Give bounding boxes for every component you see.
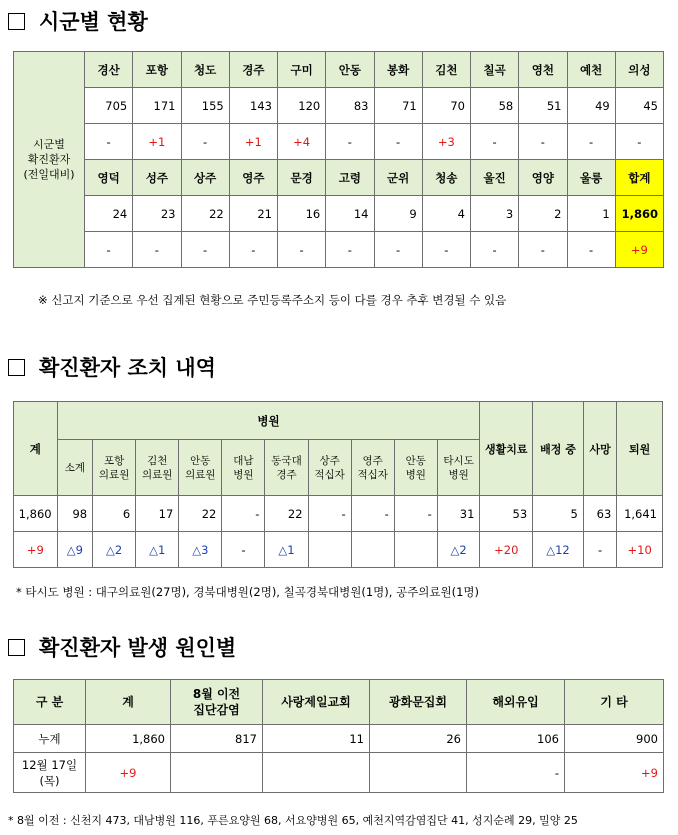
change-cell: - xyxy=(471,232,519,268)
count-cell: 49 xyxy=(567,88,615,124)
change-cell: - xyxy=(133,232,181,268)
count-cell: 4 xyxy=(422,196,470,232)
header-line: 대남 xyxy=(233,454,254,467)
count-cell: 9 xyxy=(374,196,422,232)
change-cell: △1 xyxy=(265,532,308,568)
change-cell: - xyxy=(181,232,229,268)
count-cell: - xyxy=(394,496,437,532)
change-cell: - xyxy=(467,753,565,793)
hospital-col-header xyxy=(222,440,265,496)
label-line: (목) xyxy=(39,773,60,788)
change-cell: +9 xyxy=(565,753,664,793)
name-cell: 성주 xyxy=(133,160,181,196)
change-cell: - xyxy=(85,124,133,160)
change-cell: +9 xyxy=(86,753,171,793)
count-cell: 171 xyxy=(133,88,181,124)
table-row xyxy=(14,725,664,753)
count-cell: 24 xyxy=(85,196,133,232)
name-cell: 영덕 xyxy=(85,160,133,196)
table-row xyxy=(14,496,663,532)
name-cell: 경주 xyxy=(229,52,277,88)
change-cell: - xyxy=(222,532,265,568)
count-cell: 1,860 xyxy=(615,196,663,232)
col-header: 배정 중 xyxy=(533,402,584,496)
count-cell: 1 xyxy=(567,196,615,232)
change-cell: - xyxy=(278,232,326,268)
count-cell: 11 xyxy=(263,725,370,753)
name-cell: 영천 xyxy=(519,52,567,88)
header-line: 병원 xyxy=(448,468,469,481)
count-cell: 17 xyxy=(136,496,179,532)
name-cell: 군위 xyxy=(374,160,422,196)
name-cell: 안동 xyxy=(326,52,374,88)
row-label: 누계 xyxy=(14,725,86,753)
cause-note: * 8월 이전 : 신천지 473, 대남병원 116, 푸른요양원 68, 서요양병원 65, 예천지역감염집단 41, 성지순례 29, 밀양 25 xyxy=(8,814,578,827)
count-cell: 106 xyxy=(467,725,565,753)
name-cell: 고령 xyxy=(326,160,374,196)
name-cell: 울릉 xyxy=(567,160,615,196)
label-line: 12월 17일 xyxy=(21,757,78,772)
header-line: 해외유입 xyxy=(492,695,539,709)
hospital-header: 병원 xyxy=(57,402,480,440)
header-line: 경주 xyxy=(276,468,297,481)
checkbox-icon xyxy=(8,13,25,30)
name-cell: 김천 xyxy=(422,52,470,88)
change-cell: +4 xyxy=(278,124,326,160)
header-line: 병원 xyxy=(233,468,254,481)
header-line: 포항 xyxy=(103,454,125,467)
count-cell: 22 xyxy=(265,496,308,532)
change-cell: △2 xyxy=(437,532,480,568)
table-row xyxy=(14,88,664,124)
col-header xyxy=(467,680,565,725)
count-cell: 705 xyxy=(85,88,133,124)
section3-title: 확진환자 발생 원인별 xyxy=(8,632,236,662)
change-cell xyxy=(263,753,370,793)
count-cell: - xyxy=(308,496,351,532)
hospital-col-header xyxy=(93,440,136,496)
change-cell: - xyxy=(85,232,133,268)
change-cell: - xyxy=(326,124,374,160)
count-cell: 23 xyxy=(133,196,181,232)
header-line: 동국대 xyxy=(271,454,302,467)
section2-title: 확진환자 조치 내역 xyxy=(8,352,216,382)
patient-action-table xyxy=(13,401,663,568)
count-cell: 83 xyxy=(326,88,374,124)
name-cell: 구미 xyxy=(278,52,326,88)
col-header xyxy=(565,680,664,725)
count-cell: 51 xyxy=(519,88,567,124)
infection-cause-table xyxy=(13,679,664,793)
count-cell: 6 xyxy=(93,496,136,532)
count-cell: 2 xyxy=(519,196,567,232)
header-line: 상주 xyxy=(319,454,340,467)
header-line: 계 xyxy=(122,695,134,709)
header-line: 안동 xyxy=(190,454,211,467)
count-cell: 143 xyxy=(229,88,277,124)
header-line: 구 분 xyxy=(35,695,64,709)
header-line: 적십자 xyxy=(357,468,388,481)
change-cell: - xyxy=(374,124,422,160)
count-cell: 120 xyxy=(278,88,326,124)
count-cell: - xyxy=(351,496,394,532)
count-cell: 70 xyxy=(422,88,470,124)
name-cell: 의성 xyxy=(615,52,663,88)
name-cell: 영주 xyxy=(229,160,277,196)
col-header xyxy=(263,680,370,725)
change-cell: △1 xyxy=(136,532,179,568)
hospital-col-header xyxy=(394,440,437,496)
name-cell: 예천 xyxy=(567,52,615,88)
table-row xyxy=(14,124,664,160)
header-line: 광화문집회 xyxy=(389,695,447,709)
table-row xyxy=(14,532,663,568)
name-cell: 포항 xyxy=(133,52,181,88)
change-cell: +10 xyxy=(617,532,663,568)
count-cell: 21 xyxy=(229,196,277,232)
change-cell xyxy=(394,532,437,568)
header-line: 김천 xyxy=(147,454,168,467)
table-row xyxy=(14,196,664,232)
change-cell: - xyxy=(567,124,615,160)
side-label-line: 시군별 xyxy=(33,138,65,151)
hospital-col-header xyxy=(351,440,394,496)
col-header xyxy=(14,680,86,725)
count-cell: 22 xyxy=(181,196,229,232)
change-cell: - xyxy=(519,232,567,268)
count-cell: - xyxy=(222,496,265,532)
change-cell: - xyxy=(326,232,374,268)
change-cell: - xyxy=(567,232,615,268)
count-cell: 3 xyxy=(471,196,519,232)
total-header: 계 xyxy=(14,402,58,496)
side-label-line: 확진환자 xyxy=(27,153,71,166)
header-line: 8월 이전 xyxy=(192,687,241,701)
header-line: 영주 xyxy=(362,454,383,467)
count-cell: 71 xyxy=(374,88,422,124)
name-cell: 합계 xyxy=(615,160,663,196)
header-line: 의료원 xyxy=(185,468,216,481)
change-cell: - xyxy=(519,124,567,160)
count-cell: 817 xyxy=(171,725,263,753)
header-line: 의료원 xyxy=(98,468,130,481)
name-cell: 울진 xyxy=(471,160,519,196)
hospital-note: * 타시도 병원 : 대구의료원(27명), 경북대병원(2명), 칠곡경북대병원(1명), 공주의료원(1명) xyxy=(16,585,480,599)
side-label-line: (전일대비) xyxy=(23,168,75,181)
header-line: 병원 xyxy=(405,468,426,481)
side-label-cell xyxy=(14,52,85,268)
count-cell: 45 xyxy=(615,88,663,124)
count-cell: 1,860 xyxy=(86,725,171,753)
change-cell: △9 xyxy=(57,532,92,568)
table-row xyxy=(14,232,664,268)
change-cell: - xyxy=(229,232,277,268)
count-cell: 98 xyxy=(57,496,92,532)
change-cell: +3 xyxy=(422,124,470,160)
checkbox-icon xyxy=(8,639,25,656)
change-cell: - xyxy=(181,124,229,160)
count-cell: 26 xyxy=(370,725,467,753)
name-cell: 봉화 xyxy=(374,52,422,88)
change-cell: - xyxy=(615,124,663,160)
name-cell: 영양 xyxy=(519,160,567,196)
change-cell: +9 xyxy=(14,532,58,568)
region-status-table xyxy=(13,51,664,268)
header-line: 적십자 xyxy=(314,468,345,481)
header-line: 기 타 xyxy=(600,695,628,709)
change-cell: +1 xyxy=(229,124,277,160)
header-line: 타시도 xyxy=(443,454,474,467)
col-header xyxy=(171,680,263,725)
count-cell: 31 xyxy=(437,496,480,532)
change-cell: +1 xyxy=(133,124,181,160)
table-row xyxy=(14,402,663,440)
change-cell: - xyxy=(471,124,519,160)
name-cell: 청송 xyxy=(422,160,470,196)
col-header: 사망 xyxy=(583,402,616,496)
change-cell: △3 xyxy=(179,532,222,568)
change-cell xyxy=(351,532,394,568)
region-note: ※ 신고지 기준으로 우선 집계된 현황으로 주민등록주소지 등이 다를 경우 추후 변경될 수 있음 xyxy=(38,293,507,307)
change-cell: △12 xyxy=(533,532,584,568)
header-line: 집단감염 xyxy=(193,703,240,717)
count-cell: 63 xyxy=(583,496,616,532)
col-header: 생활치료 xyxy=(480,402,533,496)
header-line: 의료원 xyxy=(142,468,173,481)
change-cell: △2 xyxy=(93,532,136,568)
table-row xyxy=(14,753,664,793)
change-cell: - xyxy=(422,232,470,268)
table-row xyxy=(14,680,664,725)
count-cell: 155 xyxy=(181,88,229,124)
count-cell: 900 xyxy=(565,725,664,753)
name-cell: 칠곡 xyxy=(471,52,519,88)
hospital-col-header xyxy=(179,440,222,496)
checkbox-icon xyxy=(8,359,25,376)
change-cell xyxy=(171,753,263,793)
col-header xyxy=(370,680,467,725)
row-label xyxy=(14,753,86,793)
hospital-col-header xyxy=(136,440,179,496)
table-row xyxy=(14,160,664,196)
name-cell: 문경 xyxy=(278,160,326,196)
name-cell: 경산 xyxy=(85,52,133,88)
change-cell xyxy=(370,753,467,793)
count-cell: 16 xyxy=(278,196,326,232)
name-cell: 청도 xyxy=(181,52,229,88)
count-cell: 1,860 xyxy=(14,496,58,532)
hospital-col-header xyxy=(308,440,351,496)
count-cell: 14 xyxy=(326,196,374,232)
count-cell: 58 xyxy=(471,88,519,124)
count-cell: 5 xyxy=(533,496,584,532)
col-header: 퇴원 xyxy=(617,402,663,496)
hospital-col-header xyxy=(265,440,308,496)
change-cell: - xyxy=(374,232,422,268)
header-line: 사랑제일교회 xyxy=(281,695,351,709)
count-cell: 22 xyxy=(179,496,222,532)
header-line: 소계 xyxy=(64,461,85,474)
hospital-col-header xyxy=(437,440,480,496)
change-cell: +9 xyxy=(615,232,663,268)
count-cell: 53 xyxy=(480,496,533,532)
header-line: 안동 xyxy=(405,454,426,467)
section1-title: 시군별 현황 xyxy=(8,6,148,36)
name-cell: 상주 xyxy=(181,160,229,196)
count-cell: 1,641 xyxy=(617,496,663,532)
hospital-col-header xyxy=(57,440,92,496)
change-cell: +20 xyxy=(480,532,533,568)
col-header xyxy=(86,680,171,725)
change-cell xyxy=(308,532,351,568)
change-cell: - xyxy=(583,532,616,568)
table-row xyxy=(14,52,664,88)
